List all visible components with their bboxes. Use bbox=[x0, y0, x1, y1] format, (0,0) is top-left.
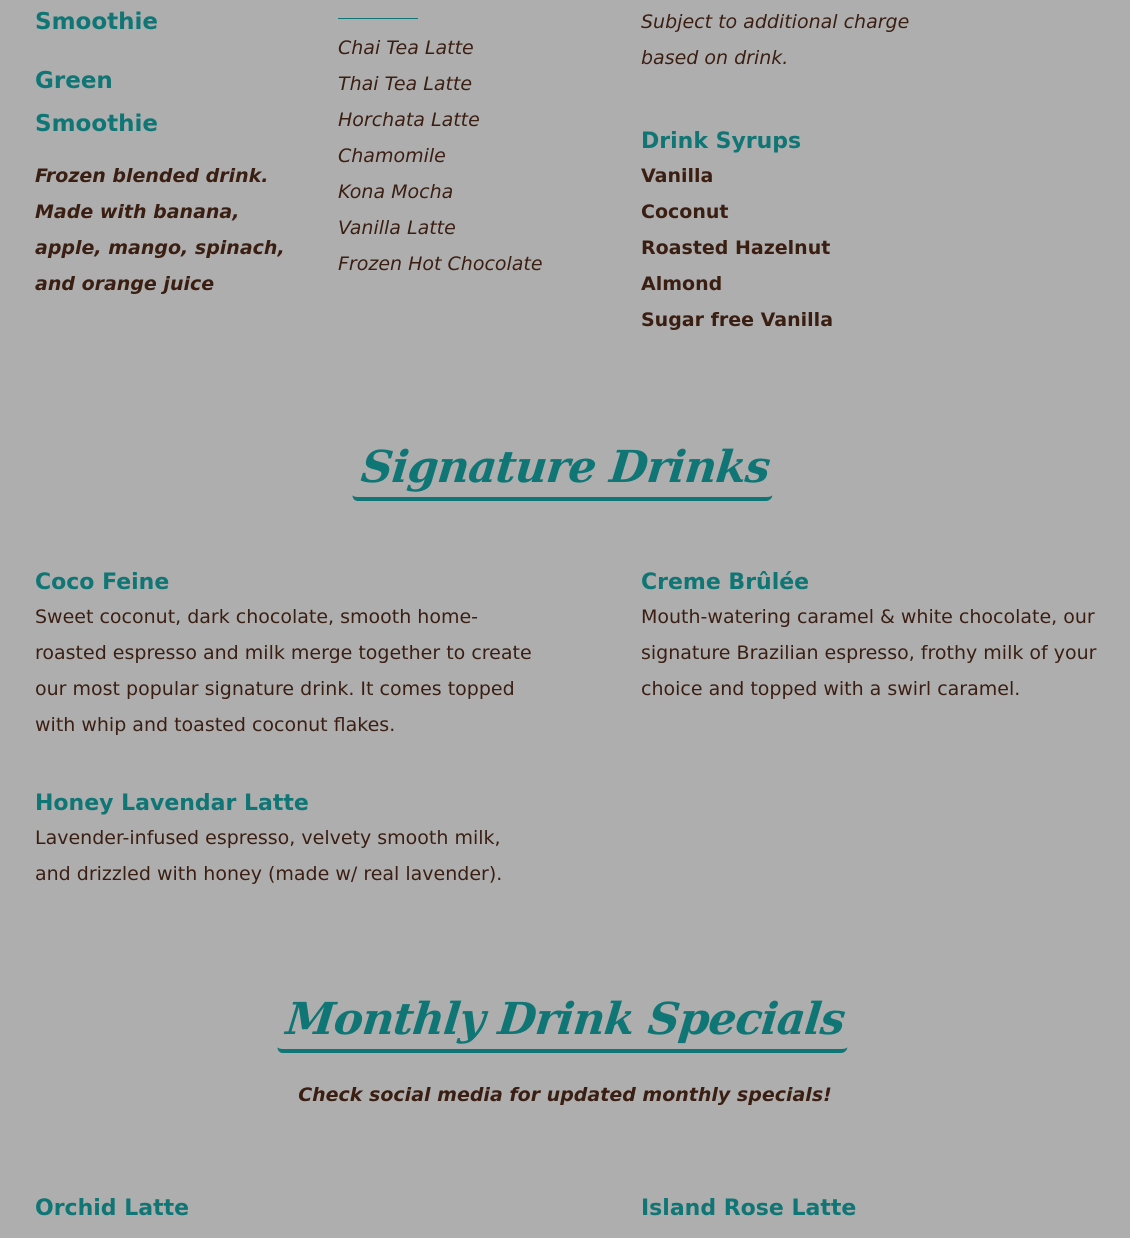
list-item: Vanilla bbox=[641, 165, 714, 187]
signature-drinks-title-text: Signature Drinks bbox=[352, 442, 778, 501]
list-item: Chamomile bbox=[338, 145, 446, 167]
honey-lavendar-latte-name: Honey Lavendar Latte bbox=[35, 791, 309, 816]
monthly-specials-title bbox=[0, 994, 1130, 1053]
list-item: Horchata Latte bbox=[338, 109, 480, 131]
list-item: Almond bbox=[641, 273, 723, 295]
signature-drinks-title bbox=[0, 442, 1130, 501]
orchid-latte-name: Orchid Latte bbox=[35, 1196, 190, 1221]
coco-feine-description: Sweet coconut, dark chocolate, smooth home-roasted espresso and milk merge together to create our most popular signature drink. It comes topped with whip and toasted coconut flakes. bbox=[35, 606, 532, 736]
creme-brulee-description: Mouth-watering caramel & white chocolate, our signature Brazilian espresso, frothy milk of your choice and topped with a swirl caramel. bbox=[641, 606, 1097, 700]
coco-feine-name: Coco Feine bbox=[35, 570, 170, 595]
drink-syrups-list bbox=[641, 158, 833, 338]
list-item: Coconut bbox=[641, 201, 729, 223]
tea-drinks-list bbox=[338, 30, 543, 282]
additional-charge-note: Subject to additional charge based on drink. bbox=[641, 11, 910, 69]
list-item: Kona Mocha bbox=[338, 181, 454, 203]
list-item: Chai Tea Latte bbox=[338, 37, 474, 59]
green-smoothie-heading-line-2: Smoothie bbox=[35, 111, 158, 137]
honey-lavendar-latte-description: Lavender-infused espresso, velvety smooth milk, and drizzled with honey (made w/ real lavender). bbox=[35, 827, 503, 885]
list-item: Frozen Hot Chocolate bbox=[338, 253, 543, 275]
smoothie-heading: Smoothie bbox=[35, 9, 158, 35]
green-smoothie-description: Frozen blended drink. Made with banana, apple, mango, spinach, and orange juice bbox=[35, 165, 285, 295]
list-item: Roasted Hazelnut bbox=[641, 237, 831, 259]
island-rose-latte-name: Island Rose Latte bbox=[641, 1196, 857, 1221]
drink-syrups-heading: Drink Syrups bbox=[641, 129, 802, 154]
monthly-specials-note: Check social media for updated monthly specials! bbox=[298, 1084, 832, 1106]
list-item: Thai Tea Latte bbox=[338, 73, 473, 95]
list-item: Sugar free Vanilla bbox=[641, 309, 834, 331]
green-smoothie-heading-line-1: Green bbox=[35, 68, 113, 94]
middle-divider bbox=[338, 18, 418, 19]
creme-brulee-name: Creme Brûlée bbox=[641, 570, 810, 595]
monthly-specials-title-text: Monthly Drink Specials bbox=[277, 994, 853, 1053]
list-item: Vanilla Latte bbox=[338, 217, 456, 239]
